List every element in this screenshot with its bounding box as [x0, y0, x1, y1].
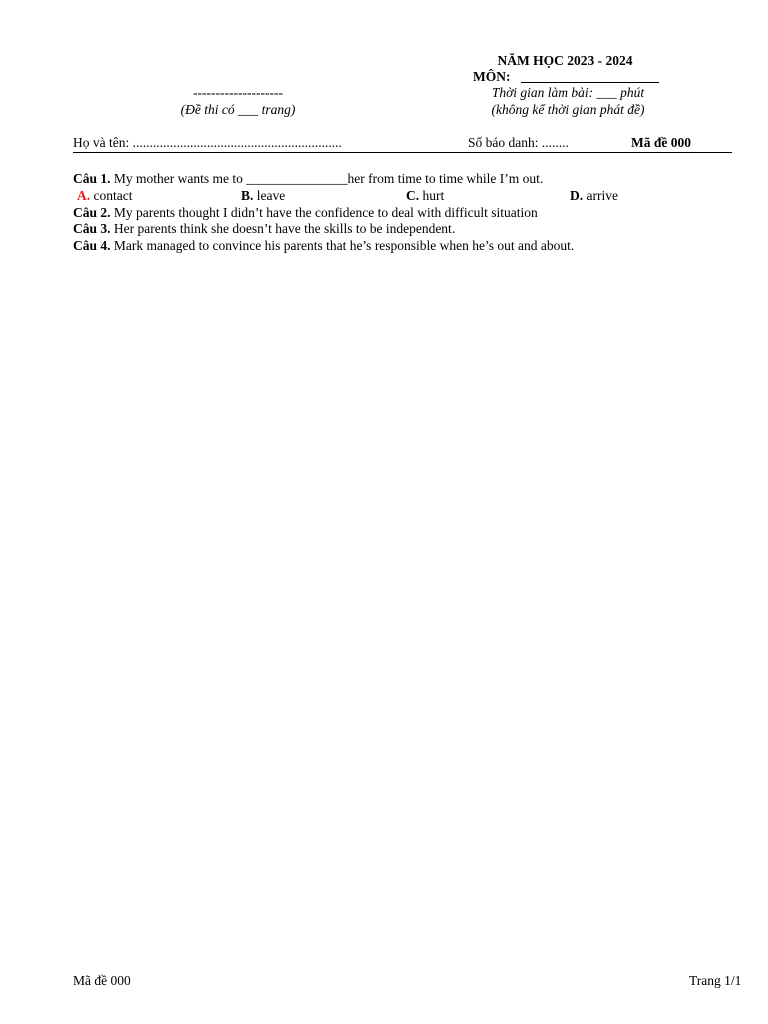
option-letter: B.: [241, 188, 254, 203]
question-label: Câu 2.: [73, 205, 111, 220]
subject-blank-line: [521, 82, 659, 83]
question-1: [73, 172, 543, 186]
time-note: (không kể thời gian phát đề): [491, 102, 645, 117]
question-label: Câu 3.: [73, 221, 111, 236]
page-count-note: (Đề thi có ___ trang): [180, 102, 296, 117]
question-label: Câu 1.: [73, 171, 111, 186]
option-a: [77, 189, 132, 203]
student-name-field: Họ và tên: ..............................................................: [73, 135, 342, 150]
question-3: [73, 222, 455, 236]
option-letter: A.: [77, 188, 91, 203]
question-label: Câu 4.: [73, 238, 111, 253]
question-2: [73, 206, 538, 220]
option-c: [406, 189, 444, 203]
question-4: [73, 239, 574, 253]
question-text: Her parents think she doesn’t have the skills to be independent.: [110, 221, 456, 236]
option-text: contact: [90, 188, 133, 203]
option-letter: D.: [570, 188, 584, 203]
option-text: hurt: [419, 188, 445, 203]
question-text: My parents thought I didn’t have the confidence to deal with difficult situation: [110, 205, 538, 220]
option-b: [241, 189, 285, 203]
option-text: leave: [253, 188, 286, 203]
school-name-placeholder: --------------------: [193, 85, 283, 100]
question-text: My mother wants me to _______________her from time to time while I’m out.: [110, 171, 544, 186]
option-d: [570, 189, 618, 203]
footer-exam-code: Mã đề 000: [73, 973, 131, 988]
school-year: NĂM HỌC 2023 - 2024: [497, 53, 633, 68]
question-1-options: [73, 189, 693, 205]
header-divider: [73, 152, 732, 153]
footer-page-number: Trang 1/1: [689, 973, 742, 988]
exam-code: Mã đề 000: [631, 135, 691, 150]
question-text: Mark managed to convince his parents that he’s responsible when he’s out and about.: [110, 238, 575, 253]
option-text: arrive: [583, 188, 618, 203]
option-letter: C.: [406, 188, 420, 203]
student-id-field: Số báo danh: ........: [468, 135, 569, 150]
subject-label: MÔN:: [473, 69, 511, 84]
time-label: Thời gian làm bài: ___ phút: [491, 85, 645, 100]
